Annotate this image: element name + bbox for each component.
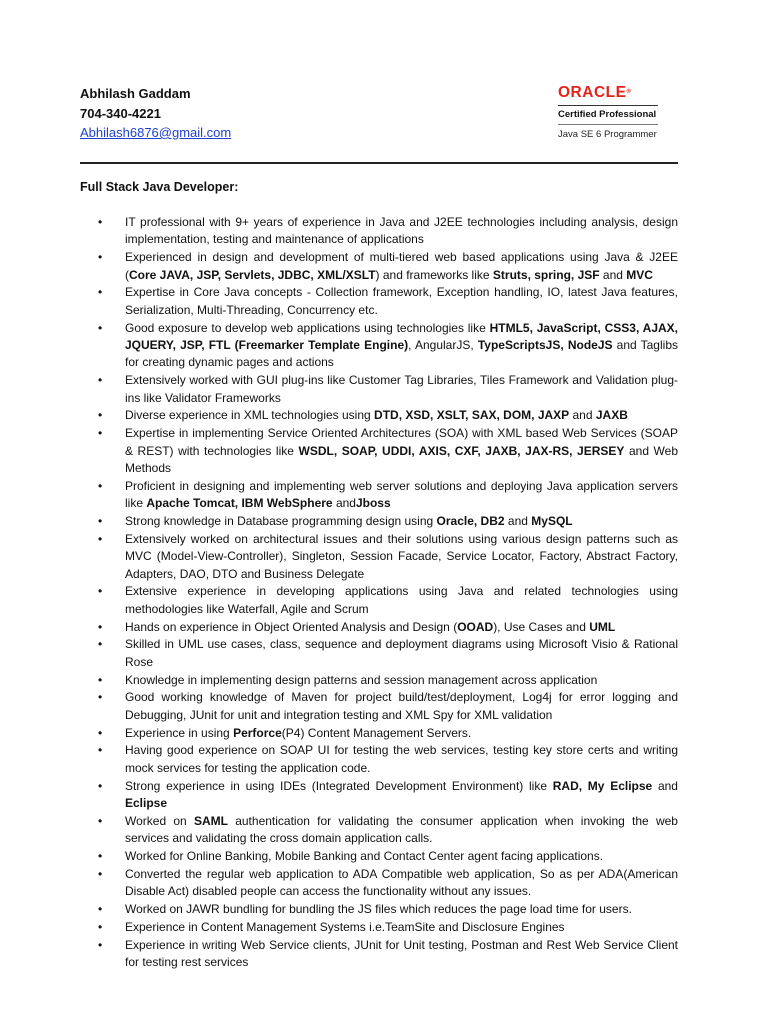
contact-block (80, 84, 231, 143)
item-text: Experience in Content Management Systems i.e.TeamSite and Disclosure Engines (125, 919, 565, 934)
item-text-bold: RAD, My Eclipse (552, 778, 653, 793)
list-item (98, 425, 678, 477)
bullet-icon: • (98, 426, 103, 441)
bullet-icon: • (98, 215, 103, 229)
item-text: authentication for validating the consumer application when invoking the web services and validating the cross domain application calls. (125, 813, 678, 846)
resume-header (80, 84, 680, 162)
list-item (98, 689, 678, 724)
item-text-bold: Core JAVA, JSP, Servlets, JDBC, XML/XSLT (129, 267, 376, 282)
bullet-icon: • (98, 725, 103, 740)
item-text: Diverse experience in XML technologies using (125, 408, 375, 423)
item-text: and (569, 408, 596, 423)
list-item (98, 866, 678, 901)
list-item (98, 901, 678, 918)
item-text: and (504, 514, 532, 529)
bullet-icon: • (98, 778, 103, 793)
logo-divider (558, 105, 658, 106)
item-text: and (652, 778, 678, 793)
item-text-bold: DTD, XSD, XSLT, SAX, DOM, JAXP (374, 408, 570, 423)
bullet-icon: • (98, 813, 103, 828)
item-text: Extensively worked on architectural issues and their solutions using various design patterns such as MVC (Model-View-Controller), Singleton, Session Facade, Service Locator, Factory, Abstract Factory, Adapters, DAO, DTO and Business Delegate (125, 531, 678, 581)
item-text: IT professional with 9+ years of experience in Java and J2EE technologies including analysis, design implementation, testing and maintenance of applications (125, 215, 678, 247)
bullet-icon: • (98, 902, 103, 917)
bullet-icon: • (98, 743, 103, 758)
item-text: Worked on (125, 813, 194, 828)
item-text-bold: Perforce (233, 725, 282, 740)
item-text: Worked on JAWR bundling for bundling the JS files which reduces the page load time for users. (125, 902, 632, 917)
item-text-bold: HTML5, JavaScript, CSS3, AJAX, JQUERY, JSP, FTL (Freemarker Template Engine) (125, 320, 678, 353)
bullet-icon: • (98, 514, 103, 529)
item-text-bold: Jboss (355, 496, 391, 511)
bullet-icon: • (98, 690, 103, 705)
list-item (98, 249, 678, 284)
list-item (98, 531, 678, 583)
item-text: Converted the regular web application to ADA Compatible web application, So as per ADA(American Disable Act) disabled people can access the functionality without any issues. (125, 866, 678, 899)
list-item (98, 919, 678, 936)
item-text: (P4) Content Management Servers. (281, 725, 472, 740)
item-text-bold: Eclipse (125, 796, 168, 811)
bullet-icon: • (98, 584, 103, 599)
candidate-phone: 704-340-4221 (80, 105, 161, 121)
bullet-icon: • (98, 478, 103, 493)
item-text: and (599, 267, 627, 282)
item-text: and Taglibs for creating dynamic pages and actions (125, 338, 678, 370)
item-text-bold: MVC (626, 267, 653, 282)
item-text-bold: WSDL, SOAP, UDDI, AXIS, CXF, JAXB, JAX-RS, JERSEY (298, 443, 625, 458)
certification-program: Java SE 6 Programmer (558, 129, 657, 140)
item-text: Worked for Online Banking, Mobile Banking and Contact Center agent facing applications. (125, 849, 604, 864)
experience-list (98, 214, 678, 972)
item-text: Good exposure to develop web applications using technologies like (125, 320, 490, 335)
list-item (98, 284, 678, 319)
bullet-icon: • (98, 937, 103, 952)
item-text-bold: JAXB (595, 408, 628, 423)
bullet-icon: • (98, 320, 103, 335)
bullet-icon: • (98, 672, 103, 687)
section-title: Full Stack Java Developer: (80, 180, 239, 194)
list-item (98, 513, 678, 530)
item-text: Having good experience on SOAP UI for testing the web services, testing key store certs and writing mock services for testing the application code. (125, 743, 678, 775)
header-divider (80, 162, 678, 164)
bullet-icon: • (98, 619, 103, 634)
list-item (98, 619, 678, 636)
list-item (98, 937, 678, 972)
item-text-bold: MySQL (531, 514, 573, 529)
item-text-bold: OOAD (457, 619, 494, 634)
bullet-icon: • (98, 637, 103, 652)
item-text-bold: Oracle, DB2 (436, 514, 505, 529)
item-text: Strong knowledge in Database programming design using (125, 514, 437, 529)
item-text: Skilled in UML use cases, class, sequence and deployment diagrams using Microsoft Visio & Rational Rose (125, 637, 678, 669)
item-text: Expertise in implementing Service Oriented Architectures (SOA) with XML based Web Services (SOAP & REST) with technologies like (125, 426, 678, 458)
item-text: ) and frameworks like (375, 267, 493, 282)
item-text: Experience in writing Web Service clients, JUnit for Unit testing, Postman and Rest Web Service Client for testing rest services (125, 937, 678, 970)
list-item (98, 725, 678, 742)
item-text-bold: UML (589, 619, 616, 634)
list-item (98, 583, 678, 618)
bullet-icon: • (98, 919, 103, 934)
candidate-name: Abhilash Gaddam (80, 86, 191, 101)
list-item (98, 407, 678, 424)
bullet-icon: • (98, 849, 103, 864)
item-text-bold: SAML (193, 813, 228, 828)
bullet-icon: • (98, 285, 103, 300)
bullet-icon: • (98, 250, 103, 265)
item-text: Good working knowledge of Maven for project build/test/deployment, Log4j for error logging and Debugging, JUnit for unit and integration testing and XML Spy for XML validation (125, 690, 678, 722)
item-text: Experienced in design and development of multi-tiered web based applications using Java & J2EE ( (125, 250, 678, 282)
bullet-icon: • (98, 408, 103, 423)
item-text: Proficient in designing and implementing web server solutions and deploying Java application servers like (125, 478, 678, 511)
candidate-email-link[interactable]: Abhilash6876@gmail.com (80, 125, 232, 140)
item-text: , AngularJS, (408, 338, 478, 353)
item-text: Extensively worked with GUI plug-ins like Customer Tag Libraries, Tiles Framework and Validation plug-ins like Validator Frameworks (125, 373, 678, 405)
list-item (98, 778, 678, 813)
list-item (98, 214, 678, 249)
list-item (98, 672, 678, 689)
oracle-certification-logo (558, 84, 658, 140)
item-text: and (332, 496, 356, 511)
item-text: Hands on experience in Object Oriented Analysis and Design ( (125, 619, 458, 634)
certification-label: Certified Professional (558, 109, 657, 120)
logo-divider-thin (558, 124, 658, 125)
item-text-bold: Apache Tomcat, IBM WebSphere (146, 496, 333, 511)
bullet-icon: • (98, 373, 103, 388)
item-text: ), Use Cases and (493, 619, 590, 634)
item-text-bold: Struts, spring, JSF (492, 267, 600, 282)
item-text: Expertise in Core Java concepts - Collection framework, Exception handling, IO, latest Java features, Serialization, Multi-Threading, Concurrency etc. (125, 285, 678, 317)
oracle-wordmark: ORACLE® (558, 84, 631, 101)
item-text: Experience in using (125, 725, 234, 740)
item-text: Knowledge in implementing design patterns and session management across application (125, 672, 598, 687)
bullet-icon: • (98, 531, 103, 546)
list-item (98, 742, 678, 777)
list-item (98, 320, 678, 372)
list-item (98, 372, 678, 407)
list-item (98, 848, 678, 865)
item-text: Extensive experience in developing applications using Java and related technologies using methodologies like Waterfall, Agile and Scrum (125, 584, 678, 616)
item-text: and Web Methods (125, 443, 679, 476)
list-item (98, 636, 678, 671)
list-item (98, 478, 678, 513)
item-text: Strong experience in using IDEs (Integrated Development Environment) like (125, 778, 553, 793)
bullet-icon: • (98, 866, 103, 881)
list-item (98, 813, 678, 848)
item-text-bold: TypeScriptsJS, NodeJS (477, 338, 613, 353)
